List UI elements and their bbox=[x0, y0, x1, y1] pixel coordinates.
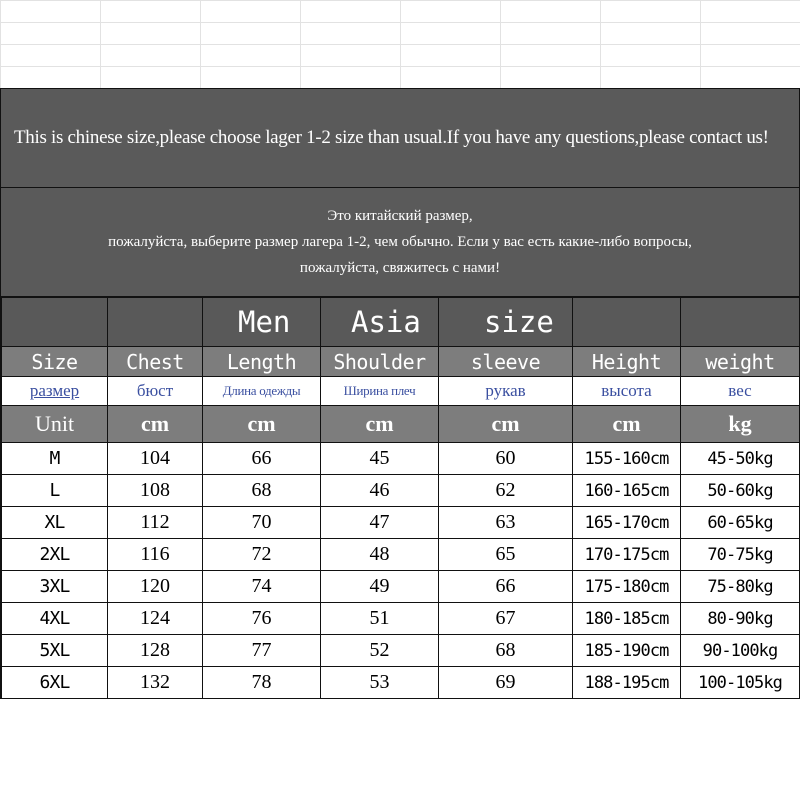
cell-sleeve: 63 bbox=[439, 507, 573, 539]
table-row bbox=[2, 443, 800, 475]
cell-weight: 80-90kg bbox=[681, 603, 800, 635]
header-row-russian bbox=[2, 377, 800, 406]
cell-length: 72 bbox=[203, 539, 321, 571]
notice-russian-line-1: Это китайский размер, bbox=[327, 208, 473, 224]
header-size: Size bbox=[2, 347, 108, 377]
cell-height: 155-160cm bbox=[573, 443, 681, 475]
cell-chest: 124 bbox=[108, 603, 203, 635]
cell-length: 77 bbox=[203, 635, 321, 667]
cell-sleeve: 69 bbox=[439, 667, 573, 699]
header-ru-size: размер bbox=[2, 377, 108, 406]
cell-weight: 50-60kg bbox=[681, 475, 800, 507]
notice-russian-line-3: пожалуйста, свяжитесь с нами! bbox=[299, 260, 501, 276]
cell-height: 185-190cm bbox=[573, 635, 681, 667]
notice-russian-line-2: пожалуйста, выберите размер лагера 1-2, чем обычно. Если у вас есть какие-либо вопросы, bbox=[108, 234, 692, 250]
unit-sleeve: cm bbox=[439, 406, 573, 443]
unit-label: Unit bbox=[2, 406, 108, 443]
cell-shoulder: 47 bbox=[321, 507, 439, 539]
title-men: Men bbox=[203, 298, 321, 347]
cell-shoulder: 49 bbox=[321, 571, 439, 603]
cell-weight: 70-75kg bbox=[681, 539, 800, 571]
header-chest: Chest bbox=[108, 347, 203, 377]
header-ru-chest: бюст bbox=[108, 377, 203, 406]
cell-size: M bbox=[2, 443, 108, 475]
header-length: Length bbox=[203, 347, 321, 377]
cell-chest: 128 bbox=[108, 635, 203, 667]
title-cell-empty-2 bbox=[108, 298, 203, 347]
header-height: Height bbox=[573, 347, 681, 377]
notice-english bbox=[1, 89, 799, 188]
cell-shoulder: 53 bbox=[321, 667, 439, 699]
cell-height: 180-185cm bbox=[573, 603, 681, 635]
cell-sleeve: 60 bbox=[439, 443, 573, 475]
cell-shoulder: 45 bbox=[321, 443, 439, 475]
header-weight: weight bbox=[681, 347, 800, 377]
cell-size: 6XL bbox=[2, 667, 108, 699]
title-cell-empty-1 bbox=[2, 298, 108, 347]
cell-height: 175-180cm bbox=[573, 571, 681, 603]
cell-chest: 112 bbox=[108, 507, 203, 539]
cell-weight: 60-65kg bbox=[681, 507, 800, 539]
cell-sleeve: 65 bbox=[439, 539, 573, 571]
cell-length: 66 bbox=[203, 443, 321, 475]
table-row bbox=[2, 635, 800, 667]
title-row bbox=[2, 298, 800, 347]
unit-chest: cm bbox=[108, 406, 203, 443]
cell-sleeve: 66 bbox=[439, 571, 573, 603]
unit-length: cm bbox=[203, 406, 321, 443]
header-ru-shoulder: Ширина плеч bbox=[321, 377, 439, 406]
cell-weight: 90-100kg bbox=[681, 635, 800, 667]
cell-chest: 104 bbox=[108, 443, 203, 475]
unit-weight: kg bbox=[681, 406, 800, 443]
unit-shoulder: cm bbox=[321, 406, 439, 443]
table-row bbox=[2, 539, 800, 571]
table-row bbox=[2, 475, 800, 507]
size-chart bbox=[0, 88, 800, 699]
cell-shoulder: 48 bbox=[321, 539, 439, 571]
title-cell-empty-3 bbox=[573, 298, 681, 347]
title-size: size bbox=[439, 298, 573, 347]
header-ru-weight: вес bbox=[681, 377, 800, 406]
cell-shoulder: 46 bbox=[321, 475, 439, 507]
notice-english-text: This is chinese size,please choose lager 1-2 size than usual.If you have any questions,please contact us! bbox=[14, 127, 769, 148]
table-row bbox=[2, 603, 800, 635]
cell-size: L bbox=[2, 475, 108, 507]
cell-length: 76 bbox=[203, 603, 321, 635]
size-table bbox=[1, 297, 800, 699]
header-shoulder: Shoulder bbox=[321, 347, 439, 377]
cell-length: 70 bbox=[203, 507, 321, 539]
cell-chest: 116 bbox=[108, 539, 203, 571]
cell-height: 160-165cm bbox=[573, 475, 681, 507]
cell-sleeve: 67 bbox=[439, 603, 573, 635]
spreadsheet-grid-background bbox=[0, 0, 800, 88]
cell-size: 4XL bbox=[2, 603, 108, 635]
table-row bbox=[2, 667, 800, 699]
header-ru-height: высота bbox=[573, 377, 681, 406]
cell-length: 78 bbox=[203, 667, 321, 699]
cell-sleeve: 62 bbox=[439, 475, 573, 507]
title-asia: Asia bbox=[321, 298, 439, 347]
cell-length: 74 bbox=[203, 571, 321, 603]
header-ru-length: Длина одежды bbox=[203, 377, 321, 406]
cell-height: 188-195cm bbox=[573, 667, 681, 699]
cell-weight: 75-80kg bbox=[681, 571, 800, 603]
title-cell-empty-4 bbox=[681, 298, 800, 347]
header-row-english bbox=[2, 347, 800, 377]
cell-size: 3XL bbox=[2, 571, 108, 603]
cell-weight: 45-50kg bbox=[681, 443, 800, 475]
cell-length: 68 bbox=[203, 475, 321, 507]
cell-chest: 132 bbox=[108, 667, 203, 699]
cell-shoulder: 51 bbox=[321, 603, 439, 635]
cell-shoulder: 52 bbox=[321, 635, 439, 667]
cell-weight: 100-105kg bbox=[681, 667, 800, 699]
header-ru-sleeve: рукав bbox=[439, 377, 573, 406]
cell-chest: 120 bbox=[108, 571, 203, 603]
notice-russian bbox=[1, 188, 799, 297]
header-sleeve: sleeve bbox=[439, 347, 573, 377]
cell-sleeve: 68 bbox=[439, 635, 573, 667]
table-row bbox=[2, 507, 800, 539]
table-row bbox=[2, 571, 800, 603]
cell-size: XL bbox=[2, 507, 108, 539]
cell-chest: 108 bbox=[108, 475, 203, 507]
cell-height: 170-175cm bbox=[573, 539, 681, 571]
unit-row bbox=[2, 406, 800, 443]
unit-height: cm bbox=[573, 406, 681, 443]
cell-height: 165-170cm bbox=[573, 507, 681, 539]
cell-size: 2XL bbox=[2, 539, 108, 571]
cell-size: 5XL bbox=[2, 635, 108, 667]
